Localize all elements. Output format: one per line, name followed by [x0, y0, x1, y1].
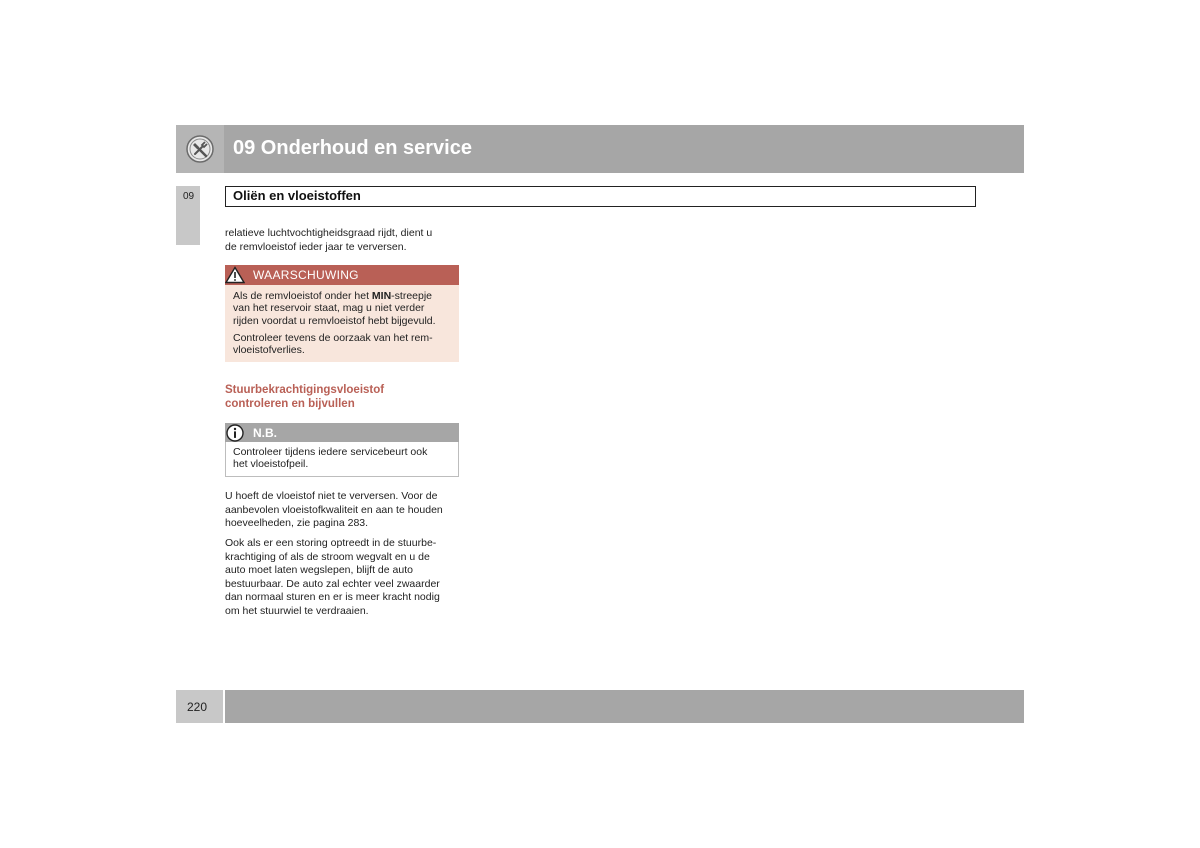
intro-paragraph [225, 227, 461, 254]
chapter-title: 09 Onderhoud en service [233, 137, 472, 159]
text-line: het vloeistofpeil. [233, 458, 309, 471]
text-line: U hoeft de vloeistof niet te verversen. Voor de [225, 490, 438, 502]
text-line: Controleer tevens de oorzaak van het rem- [233, 332, 433, 344]
text-line: dan normaal sturen en er is meer kracht nodig [225, 591, 440, 603]
note-label: N.B. [253, 426, 277, 440]
text-line: aanbevolen vloeistofkwaliteit en aan te houden [225, 503, 443, 516]
note-paragraph [233, 446, 455, 471]
warning-triangle-icon [225, 266, 245, 284]
text-line: vloeistofverlies. [233, 344, 305, 357]
text-line: van het reservoir staat, mag u niet verder [233, 302, 425, 315]
text-line: om het stuurwiel te verdraaien. [225, 604, 369, 617]
text-line: bestuurbaar. De auto zal echter veel zwaarder [225, 577, 440, 590]
text-line: de remvloeistof ieder jaar te verversen. [225, 240, 407, 253]
info-icon [226, 424, 244, 442]
warning-paragraph-2 [233, 332, 455, 357]
text-line [233, 290, 455, 302]
warning-label: WAARSCHUWING [253, 268, 359, 282]
warning-paragraph-1 [233, 290, 455, 327]
text-line: controleren en bijvullen [225, 398, 355, 410]
text-line: Controleer tijdens iedere servicebeurt ook [233, 446, 428, 458]
section-title: Oliën en vloeistoffen [233, 188, 361, 203]
text-line: Stuurbekrachtigingsvloeistof [225, 384, 385, 396]
footer-bar [225, 690, 1024, 723]
text-line: krachtiging of als de stroom wegvalt en u de [225, 550, 430, 563]
body-paragraph-1 [225, 490, 461, 531]
text-line: Ook als er een storing optreedt in de stuurbe- [225, 537, 437, 549]
min-mark-text: MIN [371, 290, 392, 302]
text-line: auto moet laten wegslepen, blijft de auto [225, 564, 413, 576]
text-span: Als de remvloeistof onder het [233, 290, 372, 302]
text-line: relatieve luchtvochtigheidsgraad rijdt, dient u [225, 227, 433, 239]
body-paragraph-2 [225, 537, 461, 618]
wrench-service-icon [186, 135, 214, 163]
text-span: -streepje [391, 290, 433, 302]
page-number: 220 [187, 700, 208, 714]
text-line: hoeveelheden, zie pagina 283. [225, 517, 369, 529]
subheading [225, 383, 461, 411]
chapter-side-tab-label: 09 [183, 191, 195, 202]
text-line: rijden voordat u remvloeistof hebt bijgevuld. [233, 314, 436, 327]
